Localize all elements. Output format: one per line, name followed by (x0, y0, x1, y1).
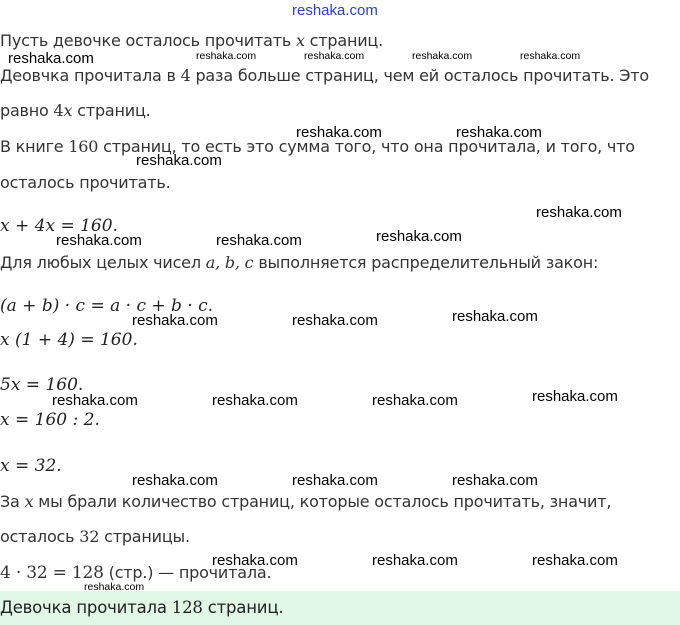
watermark: reshaka.com (372, 552, 458, 569)
watermark: reshaka.com (84, 581, 145, 593)
equation: x (1 + 4) = 160. (0, 330, 138, 350)
equation: (a + b) · c = a · c + b · c. (0, 296, 214, 316)
watermark: reshaka.com (532, 552, 618, 569)
watermark: reshaka.com (520, 50, 581, 62)
solution-line: осталось прочитать. (0, 173, 171, 192)
solution-line: В книге 160 страниц, то есть это сумма того, что она прочитала, и того, что (0, 137, 635, 156)
solution-line: Деовчка прочитала в 4 раза больше страниц, чем ей осталось прочитать. Это (0, 66, 649, 85)
watermark: reshaka.com (412, 50, 473, 62)
watermark: reshaka.com (296, 124, 382, 141)
watermark: reshaka.com (136, 152, 222, 169)
watermark: reshaka.com (196, 50, 257, 62)
watermark: reshaka.com (132, 472, 218, 489)
solution-line: равно 4x страниц. (0, 101, 151, 120)
watermark: reshaka.com (292, 2, 378, 19)
watermark: reshaka.com (56, 232, 142, 249)
watermark: reshaka.com (452, 472, 538, 489)
equation: 5x = 160. (0, 375, 84, 395)
watermark: reshaka.com (532, 388, 618, 405)
watermark: reshaka.com (216, 232, 302, 249)
watermark: reshaka.com (132, 312, 218, 329)
watermark: reshaka.com (372, 392, 458, 409)
equation: x = 32. (0, 456, 62, 476)
equation: x + 4x = 160. (0, 216, 118, 236)
solution-line: Для любых целых чисел a, b, c выполняется распределительный закон: (0, 253, 599, 272)
watermark: reshaka.com (292, 472, 378, 489)
solution-line: За x мы брали количество страниц, которые осталось прочитать, значит, (0, 492, 612, 511)
watermark: reshaka.com (8, 50, 94, 67)
watermark: reshaka.com (52, 392, 138, 409)
solution-line: 4 · 32 = 128 (стр.) — прочитала. (0, 563, 272, 583)
equation: x = 160 : 2. (0, 410, 100, 430)
watermark: reshaka.com (292, 312, 378, 329)
watermark: reshaka.com (536, 204, 622, 221)
answer-text: Девочка прочитала 128 страниц. (0, 598, 284, 617)
watermark: reshaka.com (212, 552, 298, 569)
watermark: reshaka.com (304, 50, 365, 62)
watermark: reshaka.com (376, 228, 462, 245)
solution-line: Пусть девочке осталось прочитать x страниц. (0, 31, 383, 50)
solution-line: осталось 32 страницы. (0, 527, 190, 546)
watermark: reshaka.com (456, 124, 542, 141)
watermark: reshaka.com (212, 392, 298, 409)
watermark: reshaka.com (452, 308, 538, 325)
